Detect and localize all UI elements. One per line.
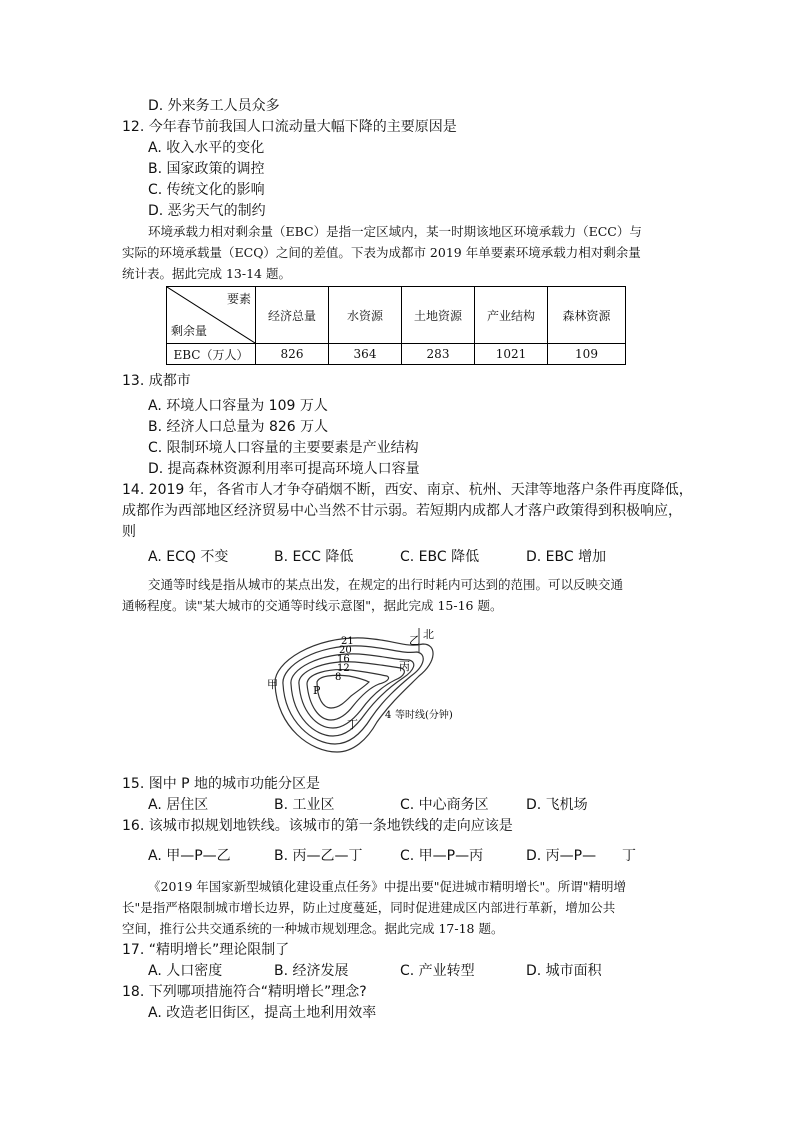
legend-number: 4 <box>385 710 392 721</box>
contour-label-20: 20 <box>339 645 352 656</box>
q17-option-d: D. 城市面积 <box>526 963 602 979</box>
table-diagonal-header <box>167 287 256 344</box>
q15-option-b: B. 工业区 <box>274 797 335 813</box>
q17-option-b: B. 经济发展 <box>274 963 349 979</box>
q12-option-c: C. 传统文化的影响 <box>148 182 265 198</box>
q15-stem: 15. 图中 P 地的城市功能分区是 <box>122 776 321 792</box>
q13-option-c: C. 限制环境人口容量的主要要素是产业结构 <box>148 440 419 456</box>
q16-option-d-tail: 丁 <box>622 848 636 864</box>
table-header-row <box>167 287 626 344</box>
isochrone-map <box>255 622 455 760</box>
q14-option-b: B. ECC 降低 <box>274 549 354 565</box>
table-cell: 109 <box>548 344 626 365</box>
q14-stem-line1: 14. 2019 年，各省市人才争夺硝烟不断，西安、南京、杭州、天津等地落户条件再度降低， <box>122 482 693 498</box>
q16-option-a: A. 甲—P—乙 <box>148 848 231 864</box>
q14-option-c: C. EBC 降低 <box>400 549 480 565</box>
header-top-label: 要素 <box>226 292 251 306</box>
map-label-ding: 丁 <box>347 718 358 731</box>
map-label-jia: 甲 <box>267 678 278 691</box>
q18-stem: 18. 下列哪项措施符合“精明增长”理念? <box>122 984 367 1000</box>
q11-option-d: D. 外来务工人员众多 <box>148 98 280 114</box>
q15-option-a: A. 居住区 <box>148 797 209 813</box>
q16-option-d: D. 丙—P— <box>526 848 597 864</box>
q12-stem: 12. 今年春节前我国人口流动量大幅下降的主要原因是 <box>122 119 457 135</box>
column-header: 森林资源 <box>548 287 626 344</box>
intro-13-14-line2: 实际的环境承载量（ECQ）之间的差值。下表为成都市 2019 年单要素环境承载力相对剩余量 <box>122 245 641 260</box>
q17-option-c: C. 产业转型 <box>400 963 475 979</box>
q12-option-b: B. 国家政策的调控 <box>148 161 265 177</box>
ebc-table <box>166 286 626 365</box>
q16-option-c: C. 甲—P—丙 <box>400 848 484 864</box>
north-label: 北 <box>423 628 434 641</box>
q17-stem: 17. “精明增长”理论限制了 <box>122 942 290 958</box>
intro-17-18-line2: 长"是指严格限制城市增长边界，防止过度蔓延，同时促进建成区内部进行革新，增加公共 <box>122 900 616 915</box>
table-cell: 283 <box>402 344 475 365</box>
q15-option-d: D. 飞机场 <box>526 797 588 813</box>
map-label-bing: 丙 <box>399 660 410 673</box>
column-header: 产业结构 <box>475 287 548 344</box>
intro-13-14-line1: 环境承载力相对剩余量（EBC）是指一定区域内，某一时期该地区环境承载力（ECC）与 <box>148 224 642 239</box>
q18-option-a: A. 改造老旧街区，提高土地利用效率 <box>148 1005 377 1021</box>
q16-stem: 16. 该城市拟规划地铁线。该城市的第一条地铁线的走向应该是 <box>122 818 513 834</box>
header-bottom-label: 剩余量 <box>171 324 208 338</box>
q13-stem: 13. 成都市 <box>122 373 191 389</box>
map-label-yi: 乙 <box>409 634 420 647</box>
q14-stem-line3: 则 <box>122 524 136 540</box>
q14-option-a: A. ECQ 不变 <box>148 549 229 565</box>
map-point-p: P <box>313 684 321 697</box>
column-header: 土地资源 <box>402 287 475 344</box>
q14-stem-line2: 成都作为西部地区经济贸易中心当然不甘示弱。若短期内成都人才落户政策得到积极响应， <box>122 503 682 519</box>
q12-option-a: A. 收入水平的变化 <box>148 140 265 156</box>
table-cell: 364 <box>329 344 402 365</box>
q14-option-d: D. EBC 增加 <box>526 549 607 565</box>
isochrone-4 <box>317 675 369 708</box>
contour-label-16: 16 <box>337 654 350 665</box>
row-label: EBC（万人） <box>167 344 256 365</box>
intro-13-14-line3: 统计表。据此完成 13-14 题。 <box>122 266 291 281</box>
intro-15-16-line2: 通畅程度。读"某大城市的交通等时线示意图"，据此完成 15-16 题。 <box>122 598 503 613</box>
isochrone-21 <box>275 638 433 752</box>
q13-option-d: D. 提高森林资源利用率可提高环境人口容量 <box>148 461 420 477</box>
column-header: 经济总量 <box>256 287 329 344</box>
contour-label-21: 21 <box>341 636 354 647</box>
intro-17-18-line1: 《2019 年国家新型城镇化建设重点任务》中提出要"促进城市精明增长"。所谓"精明增 <box>148 879 627 894</box>
contour-label-12: 12 <box>337 663 350 674</box>
column-header: 水资源 <box>329 287 402 344</box>
q13-option-b: B. 经济人口总量为 826 万人 <box>148 419 329 435</box>
table-cell: 1021 <box>475 344 548 365</box>
q12-option-d: D. 恶劣天气的制约 <box>148 203 266 219</box>
q13-option-a: A. 环境人口容量为 109 万人 <box>148 398 328 414</box>
q15-option-c: C. 中心商务区 <box>400 797 489 813</box>
contour-label-8: 8 <box>335 672 342 683</box>
intro-17-18-line3: 空间，推行公共交通系统的一种城市规划理念。据此完成 17-18 题。 <box>122 921 504 936</box>
q17-option-a: A. 人口密度 <box>148 963 223 979</box>
legend-text: 等时线(分钟) <box>395 710 453 721</box>
q16-option-b: B. 丙—乙—丁 <box>274 848 363 864</box>
table-row <box>167 344 626 365</box>
table-cell: 826 <box>256 344 329 365</box>
intro-15-16-line1: 交通等时线是指从城市的某点出发，在规定的出行时耗内可达到的范围。可以反映交通 <box>148 577 624 592</box>
